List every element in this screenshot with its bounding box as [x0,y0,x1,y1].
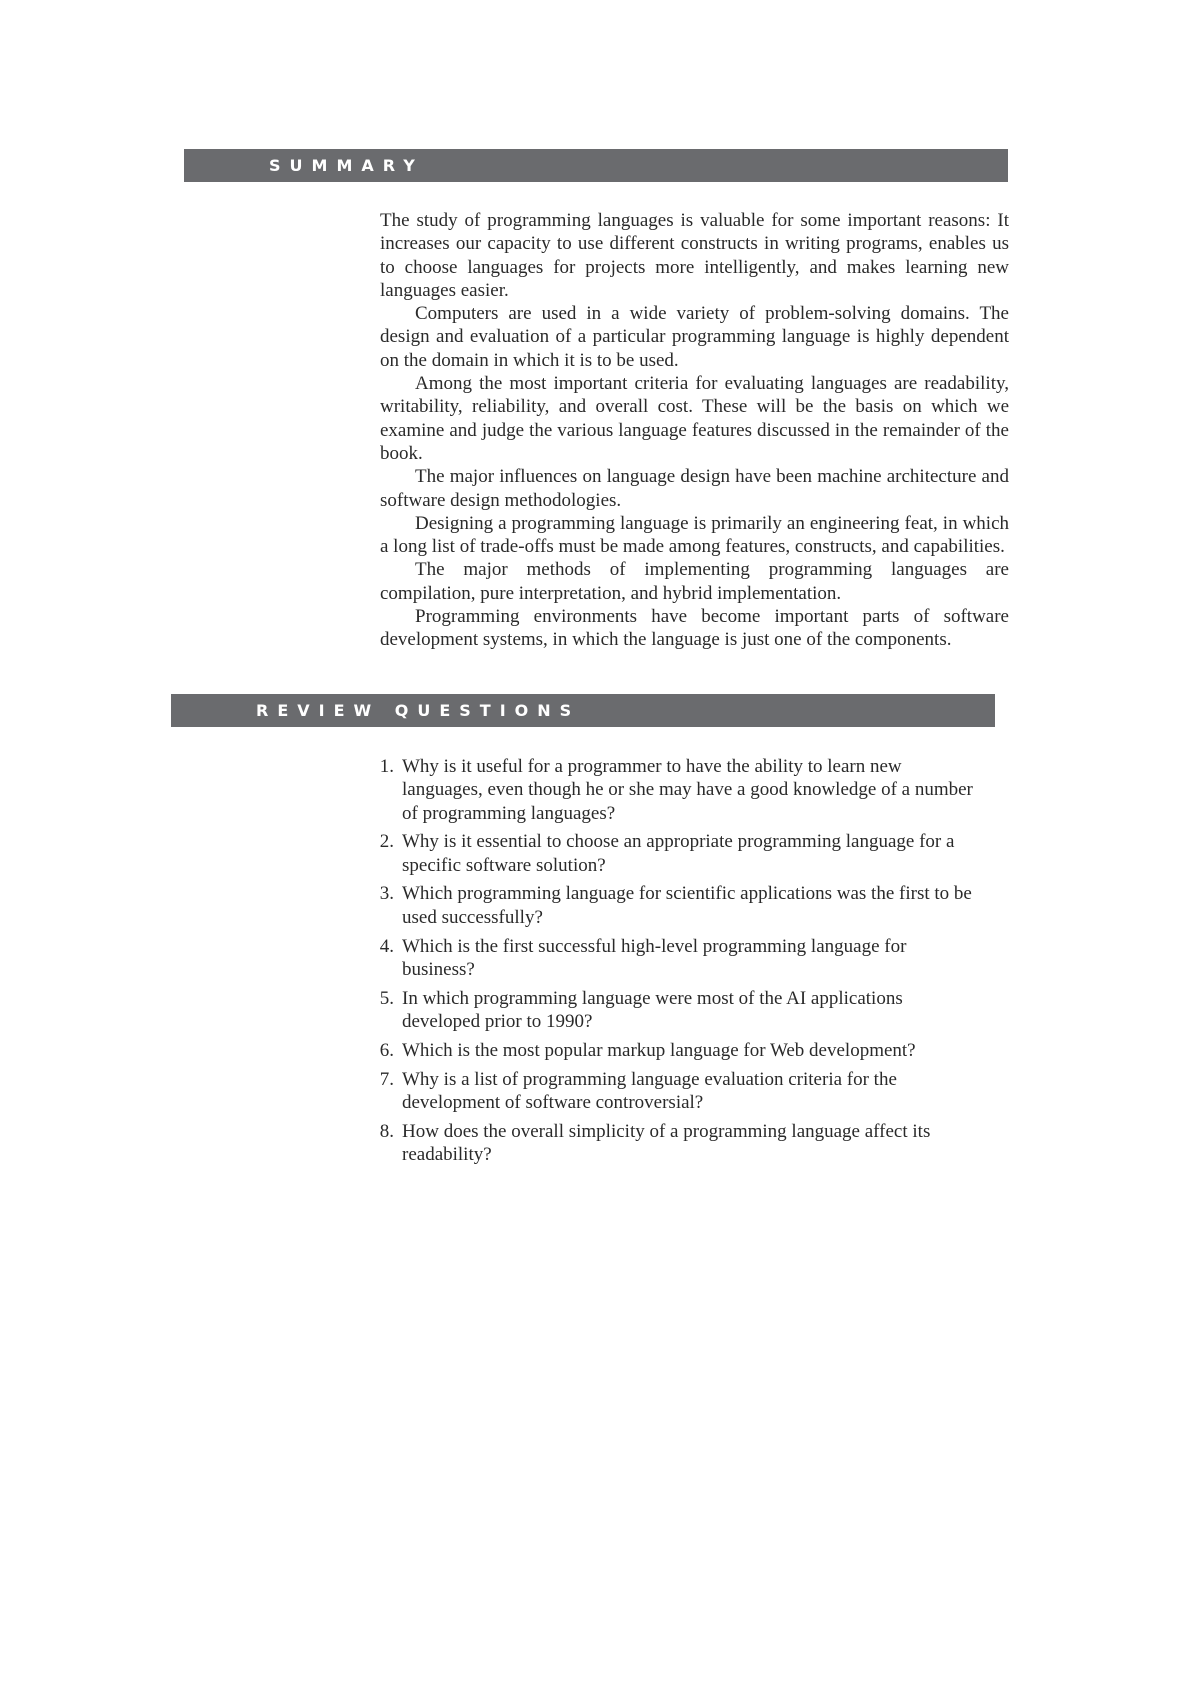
question-number: 3. [379,883,394,905]
summary-paragraph: Among the most important criteria for evaluating languages are readability, writability, reliability, and overall cost. These will be the basis on which we examine and judge the various language features discussed in the remainder of the book. [380,373,1009,464]
summary-paragraph: The study of programming languages is valuable for some important reasons: It increases our capacity to use different constructs in writing programs, enables us to choose languages for projects more intelligently, and makes learning new languages easier. [380,210,1009,301]
question-text: How does the overall simplicity of a programming language affect its readability? [402,1120,931,1165]
summary-paragraph: The major influences on language design have been machine architecture and software design methodologies. [380,466,1009,511]
question-item [370,935,990,982]
question-text: Which is the first successful high-level programming language for business? [402,935,907,980]
question-item [370,755,990,825]
question-item [370,1120,990,1167]
summary-paragraph: Programming environments have become important parts of software development systems, in which the language is just one of the components. [380,606,1009,651]
summary-heading: SUMMARY [269,156,424,175]
question-number: 8. [379,1120,394,1142]
question-number: 5. [379,987,394,1009]
summary-paragraph: Computers are used in a wide variety of problem-solving domains. The design and evaluation of a particular programming language is highly dependent on the domain in which it is to be used. [380,303,1009,371]
question-number: 7. [379,1068,394,1090]
summary-heading-bar [184,149,1008,182]
review-questions-list [370,755,990,1172]
question-text: Why is a list of programming language evaluation criteria for the development of software controversial? [402,1068,897,1113]
question-item [370,830,990,877]
question-text: Why is it useful for a programmer to have the ability to learn new languages, even though he or she may have a good knowledge of a number of programming languages? [402,756,973,824]
question-item [370,882,990,929]
review-questions-heading-bar [171,694,995,727]
summary-body [380,209,1009,652]
question-number: 6. [379,1039,394,1061]
question-text: Which is the most popular markup language for Web development? [402,1039,916,1061]
question-item [370,1039,990,1062]
summary-paragraph: Designing a programming language is primarily an engineering feat, in which a long list of trade-offs must be made among features, constructs, and capabilities. [380,512,1009,558]
question-item [370,987,990,1034]
question-text: Why is it essential to choose an appropriate programming language for a specific software solution? [402,831,955,876]
question-number: 1. [379,756,394,777]
question-number: 2. [379,831,394,853]
question-number: 4. [379,935,394,957]
question-item [370,1068,990,1115]
summary-paragraph: The major methods of implementing programming languages are compilation, pure interpretation, and hybrid implementation. [380,559,1009,604]
question-text: Which programming language for scientific applications was the first to be used successfully? [402,883,972,928]
question-text: In which programming language were most of the AI applications developed prior to 1990? [402,987,903,1032]
review-questions-heading: REVIEW QUESTIONS [256,701,581,720]
